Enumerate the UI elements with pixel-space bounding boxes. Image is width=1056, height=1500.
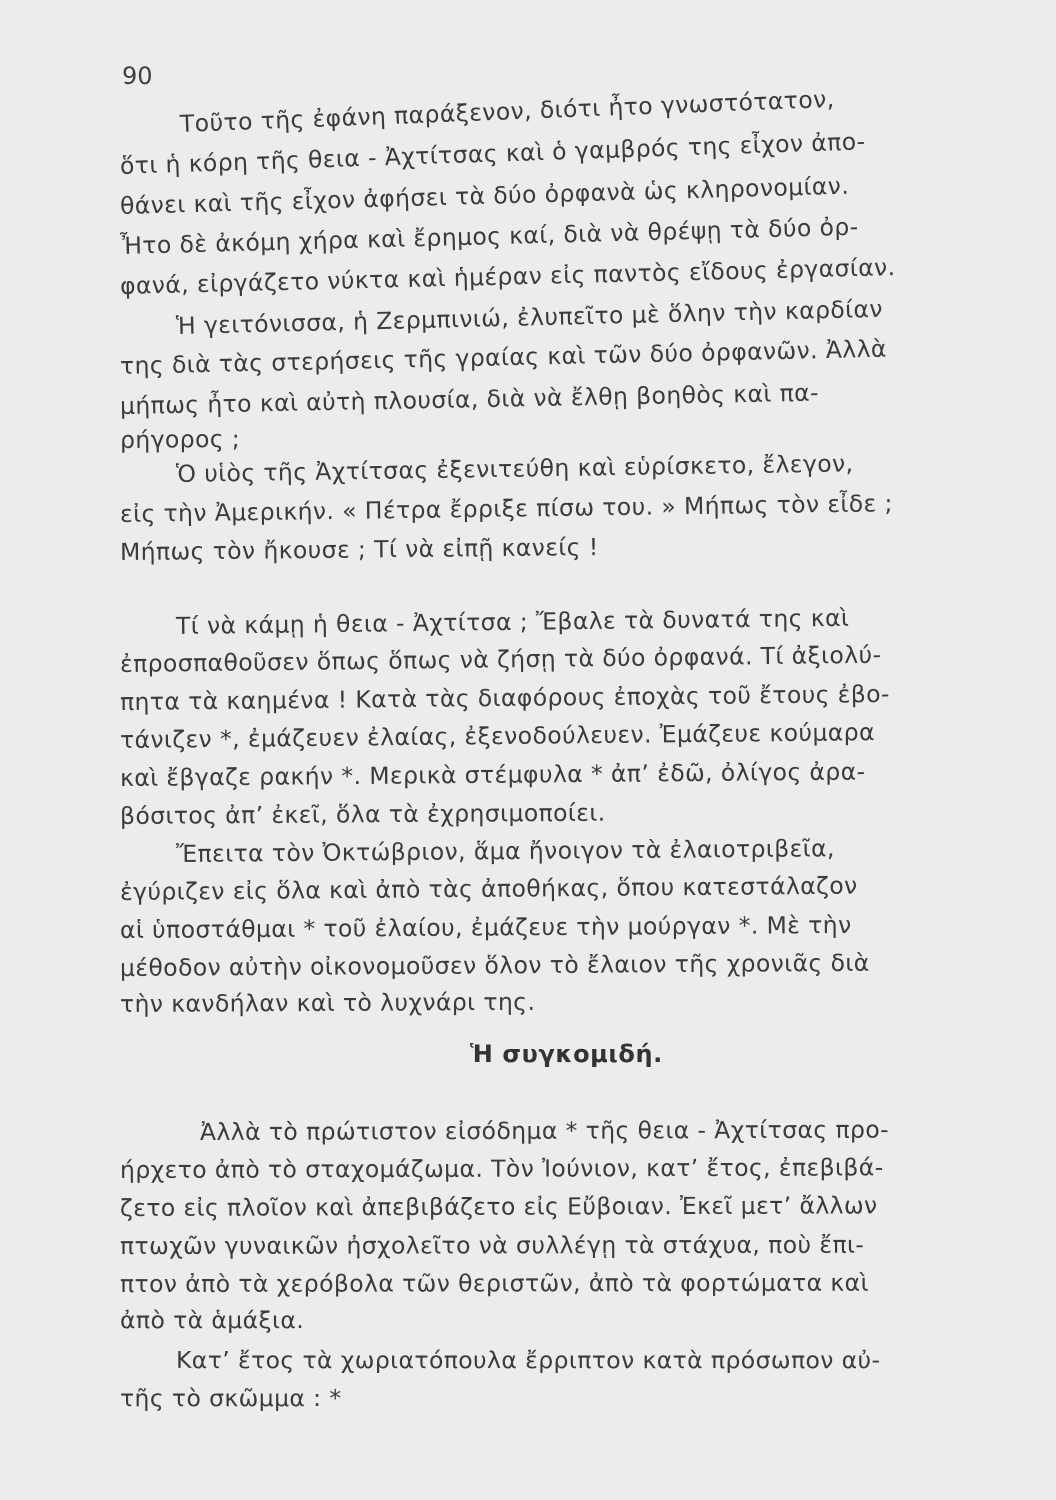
text-line: βόσιτος ἀπ’ ἐκεῖ, ὅλα τὰ ἐχρησιμοποίει. [119, 798, 606, 830]
text-line: φανά, εἰργάζετο νύκτα καὶ ἡμέραν εἰς παντὸς εἴδους ἐργασίαν. [119, 253, 896, 300]
text-line: της διὰ τὰς στερήσεις τῆς γραίας καὶ τῶν δύο ὀρφανῶν. Ἀλλὰ [119, 334, 888, 380]
text-line: αἱ ὑποστάθμαι * τοῦ ἐλαίου, ἐμάζευε τὴν μούργαν *. Μὲ τὴν [119, 910, 852, 944]
text-line: εἰς τὴν Ἀμερικήν. « Πέτρα ἔρριξε πίσω του. » Μήπως τὸν εἶδε ; [119, 489, 894, 528]
text-line: πτον ἀπὸ τὰ χερόβολα τῶν θεριστῶν, ἀπὸ τὰ φορτώματα καὶ [119, 1268, 869, 1298]
section-heading: Ἡ συγκομιδή. [470, 1040, 663, 1068]
text-line: ἐπροσπαθοῦσεν ὅπως ὅπως νὰ ζήσῃ τὰ δύο ὀρφανά. Τί ἀξιολύ- [119, 640, 882, 678]
text-line: Μήπως τὸν ἤκουσε ; Τί νὰ εἰπῇ κανείς ! [119, 532, 599, 566]
text-line: τάνιζεν *, ἐμάζευεν ἐλαίας, ἐξενοδούλευεν. Ἐμάζευε κούμαρα [119, 718, 876, 754]
text-line: Ἔπειτα τὸν Ὀκτώβριον, ἅμα ἤνοιγον τὰ ἐλαιοτριβεῖα, [175, 834, 835, 868]
text-line: Ὁ υἱὸς τῆς Ἀχτίτσας ἐξενιτεύθη καὶ εὑρίσκετο, ἔλεγον, [175, 449, 854, 488]
text-line: ἀπὸ τὰ ἁμάξια. [120, 1306, 305, 1334]
text-line: τῆς τὸ σκῶμμα : * [120, 1384, 342, 1412]
text-line: θάνει καὶ τῆς εἶχον ἀφήσει τὰ δύο ὀρφανὰ ὡς κληρονομίαν. [119, 171, 850, 220]
text-line: πητα τὰ καημένα ! Κατὰ τὰς διαφόρους ἐποχὰς τοῦ ἔτους ἐβο- [119, 679, 890, 716]
text-line: ρήγορος ; [119, 424, 241, 454]
text-line: Τί νὰ κάμῃ ἡ θεια - Ἀχτίτσα ; Ἔβαλε τὰ δυνατά της καὶ [175, 603, 850, 640]
text-line: τὴν κανδήλαν καὶ τὸ λυχνάρι της. [119, 987, 536, 1018]
text-line: ζετο εἰς πλοῖον καὶ ἀπεβιβάζετο εἰς Εὔβοιαν. Ἐκεῖ μετ’ ἄλλων [119, 1191, 878, 1222]
text-line: καὶ ἔβγαζε ρακήν *. Μερικὰ στέμφυλα * ἀπ’ ἐδῶ, ὀλίγος ἀρα- [119, 757, 866, 792]
text-line: Ἀλλὰ τὸ πρώτιστον εἰσόδημα * τῆς θεια - Ἀχτίτσας προ- [199, 1115, 889, 1146]
text-line: Ἦτο δὲ ἀκόμη χήρα καὶ ἔρημος καί, διὰ νὰ θρέψῃ τὰ δύο ὀρ- [119, 212, 859, 260]
text-line: ὅτι ἡ κόρη τῆς θεια - Ἀχτίτσας καὶ ὁ γαμβρός της εἶχον ἀπο- [119, 127, 866, 180]
text-line: πτωχῶν γυναικῶν ἠσχολεῖτο νὰ συλλέγῃ τὰ στάχυα, ποὺ ἔπι- [119, 1230, 865, 1260]
text-line: μέθοδον αὐτὴν οἰκονομοῦσεν ὅλον τὸ ἔλαιον τῆς χρονιᾶς διὰ [119, 948, 870, 982]
text-line: ήρχετο ἀπὸ τὸ σταχομάζωμα. Τὸν Ἰούνιον, κατ’ ἔτος, ἐπεβιβά- [119, 1153, 884, 1184]
text-line: Κατ’ ἔτος τὰ χωριατόπουλα ἔρριπτον κατὰ πρόσωπον αὐ- [176, 1346, 881, 1374]
page-number: 90 [122, 62, 153, 90]
text-line: μήπως ἦτο καὶ αὐτὴ πλουσία, διὰ νὰ ἔλθῃ βοηθὸς καὶ πα- [119, 378, 820, 420]
text-line: Ἡ γειτόνισσα, ἡ Ζερμπινιώ, ἐλυπεῖτο μὲ ὅλην τὴν καρδίαν [175, 294, 884, 340]
text-line: ἐγύριζεν εἰς ὅλα καὶ ἀπὸ τὰς ἀποθήκας, ὅπου κατεστάλαζον [119, 871, 858, 906]
text-line: Τοῦτο τῆς ἐφάνη παράξενον, διότι ἦτο γνωστότατον, [179, 84, 835, 138]
